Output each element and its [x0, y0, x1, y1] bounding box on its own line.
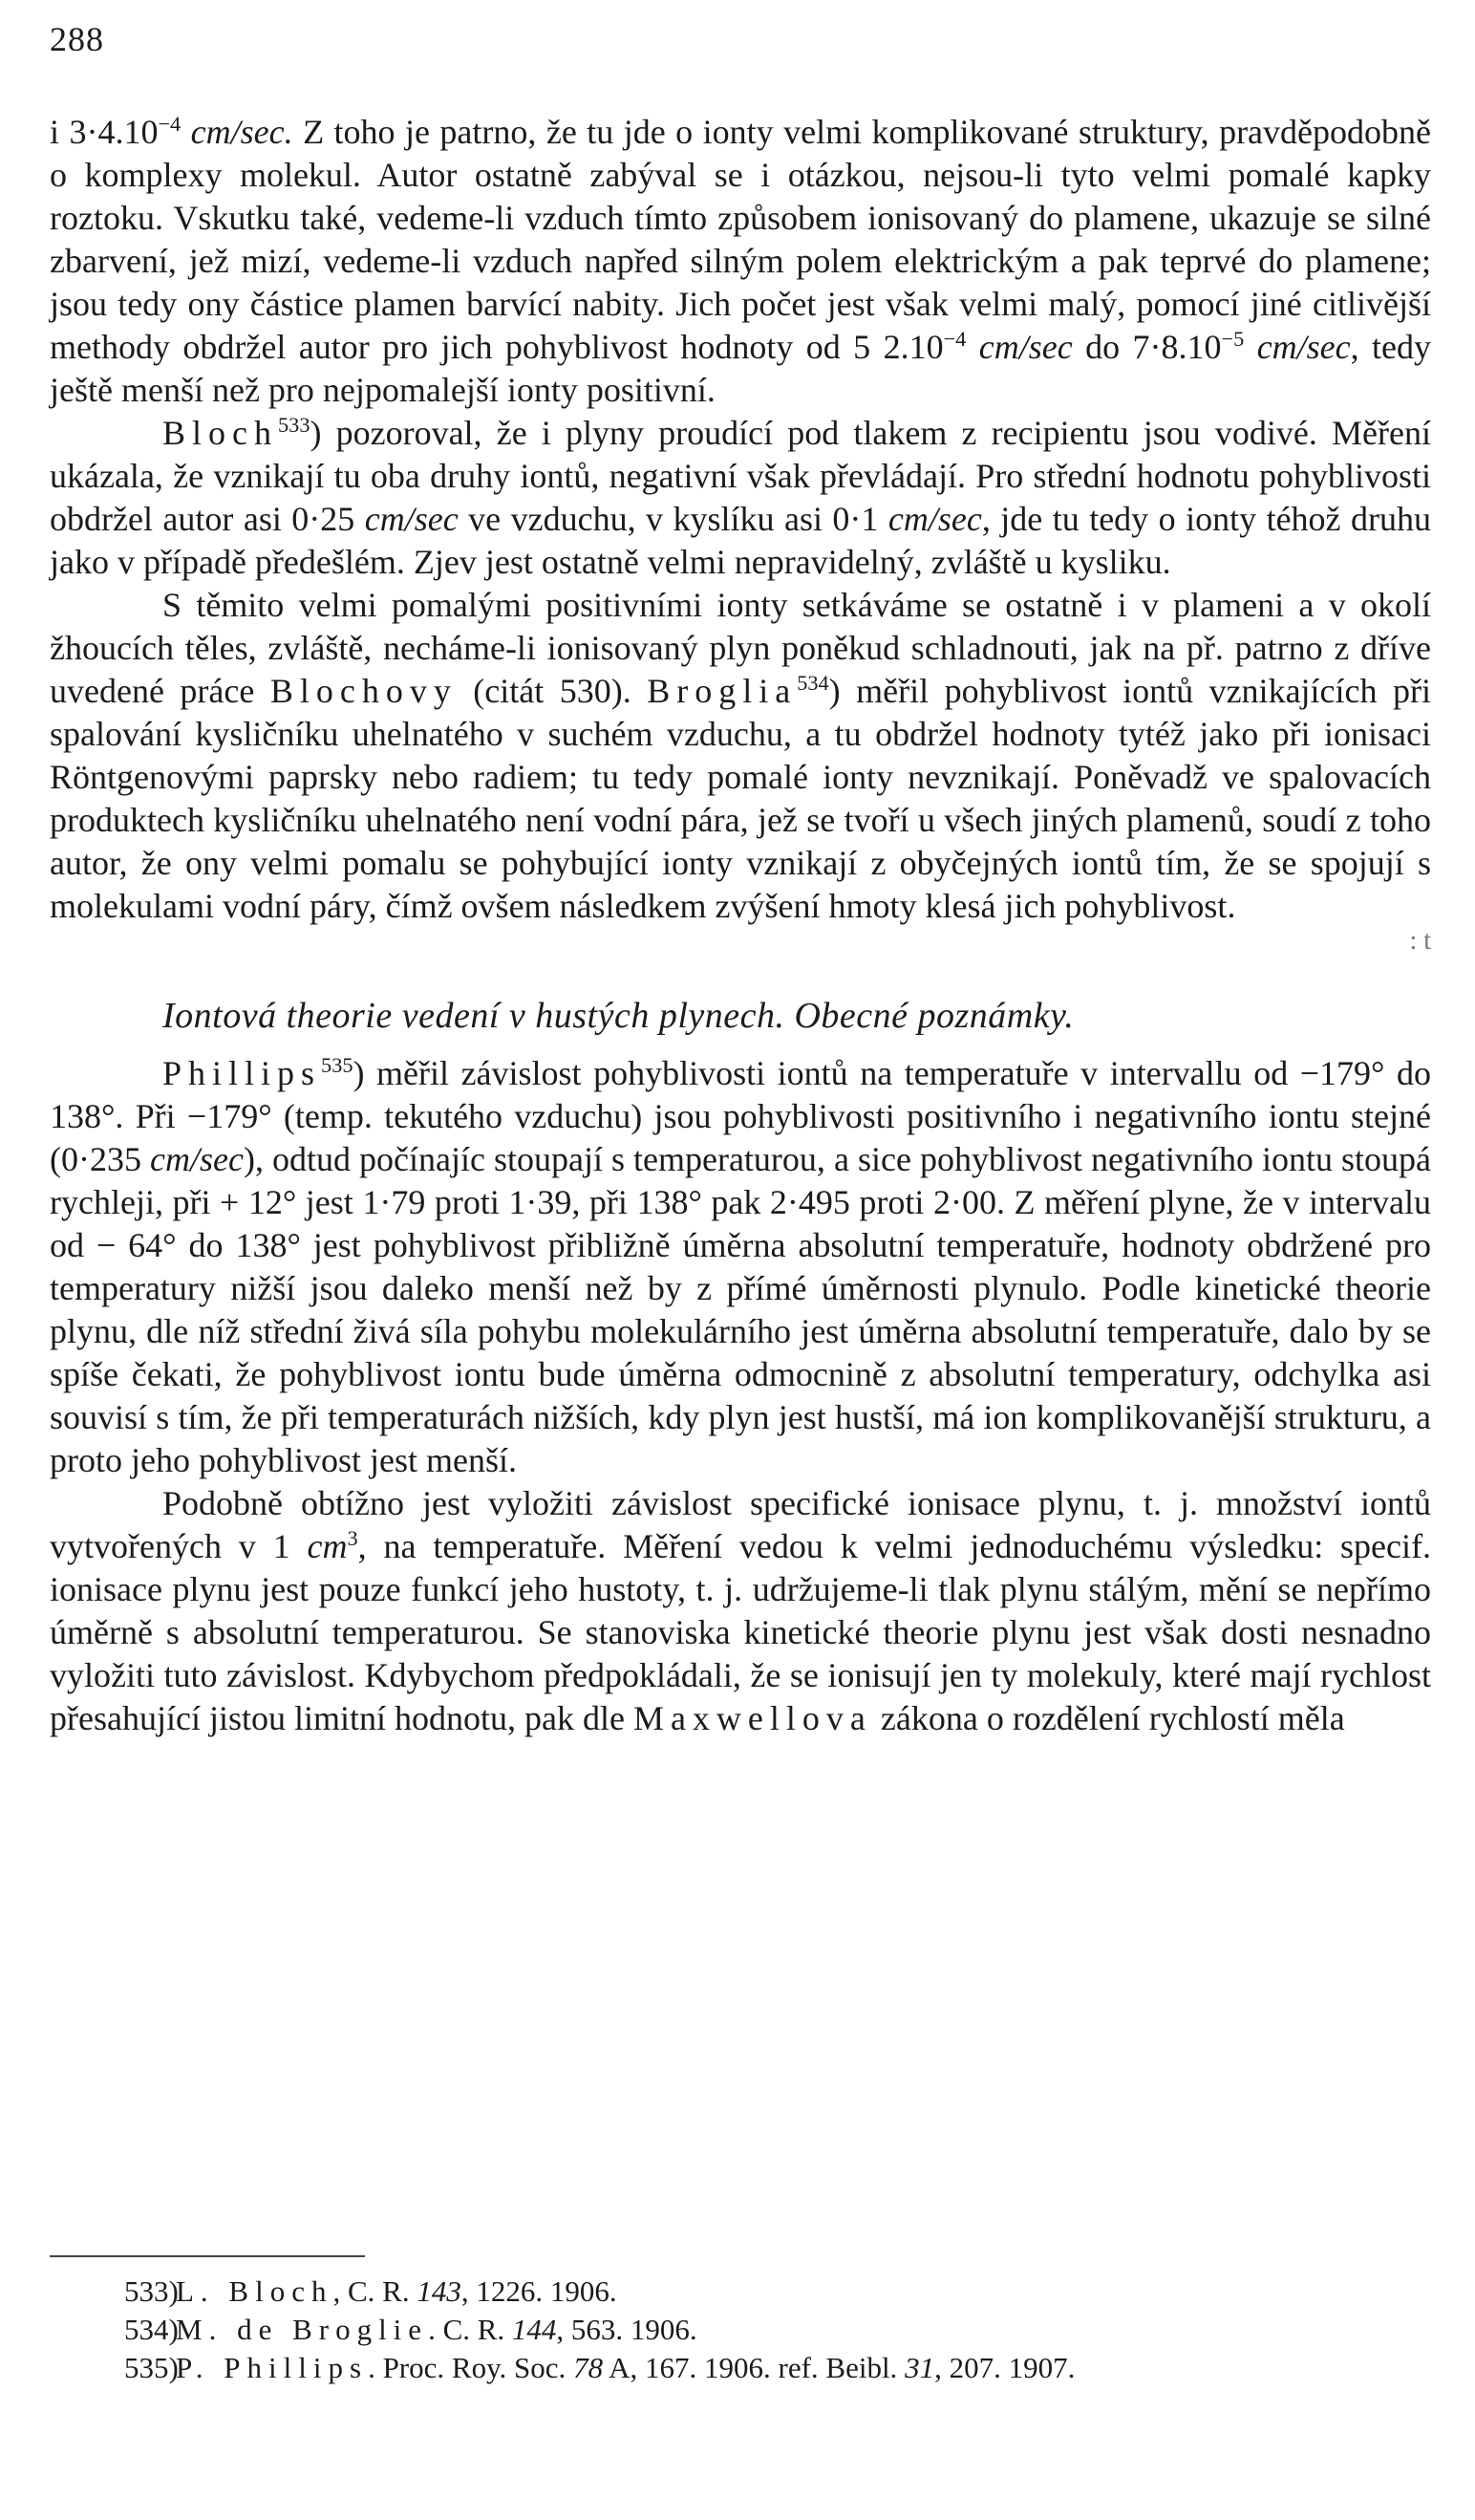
footnote-text: L. Bloch, C. R. 143, 1226. 1906. [176, 2274, 617, 2308]
section-heading: Iontová theorie vedení v hustých plynech. Obecné poznámky. [162, 996, 1075, 1036]
superscript: −5 [1221, 327, 1245, 351]
page-number: 288 [50, 20, 104, 58]
superscript: 533 [278, 413, 310, 437]
italic-text: 143 [417, 2274, 461, 2308]
superscript: 3 [347, 1526, 358, 1550]
author-name: P. Phillips [176, 2351, 369, 2384]
author-name: L. Bloch [176, 2274, 333, 2308]
italic-text: cm/sec [978, 328, 1073, 366]
footnote-text: M. de Broglie. C. R. 144, 563. 1906. [176, 2313, 697, 2346]
italic-text: cm/sec. [190, 113, 293, 151]
italic-text: cm/sec [364, 500, 459, 538]
margin-mark: : t [1409, 926, 1431, 956]
author-name: Maxwellova [632, 1699, 872, 1737]
paragraph-5: Podobně obtížno jest vyložiti závislost specifické ionisace plynu, t. j. množství iontů vytvořených v 1 $cm^3$, na temperatuře. Měření vedou k velmi jednoduchému výsledku: specif. ionisace plynu jest pouze funkcí jeho hustoty, t. j. udržujeme-li tlak plynu stálým, mění se nepřímo úměrně s absolutní temperaturou. Se stanoviska kinetické theorie plynu jest však dosti nesnadno vyložiti tuto závislost. Kdybychom předpokládali, že se ionisují jen ty molekuly, které mají rychlost přesahující jistou limitní hodnotu, pak dle Maxwellova zákona o rozdělení rychlostí měla [50, 1484, 1432, 1737]
footnote-number: 534) [124, 2313, 179, 2346]
italic-text: cm/sec [1256, 328, 1351, 366]
paragraph-2: Bloch$^{533}$) pozoroval, že i plyny proudící pod tlakem z recipientu jsou vodivé. Měření ukázala, že vznikají tu oba druhy iontů, negativní však převládají. Pro střední hodnotu pohyblivosti obdržel autor asi 0·25 cm/sec ve vzduchu, v kyslíku asi 0·1 cm/sec, jde tu tedy o ionty téhož druhu jako v případě předešlém. Zjev jest ostatně velmi nepravidelný, zvláště u kysliku. [50, 413, 1431, 581]
italic-text: cm/sec [887, 500, 982, 538]
superscript: −4 [943, 327, 967, 351]
superscript: 534 [797, 671, 829, 695]
footnote-divider [50, 2255, 365, 2257]
author-name: Bloch [162, 414, 278, 452]
footnote-number: 535) [124, 2351, 179, 2384]
superscript: 535 [321, 1053, 353, 1077]
italic-text: 144 [511, 2313, 557, 2346]
footnote-text: P. Phillips. Proc. Roy. Soc. 78 A, 167. 1906. ref. Beibl. 31, 207. 1907. [176, 2351, 1076, 2384]
italic-text: 78 [573, 2351, 604, 2384]
italic-text: cm [307, 1527, 348, 1565]
footnote [124, 2349, 1443, 2387]
footnotes [124, 2272, 1443, 2387]
footnote [124, 2272, 1443, 2311]
author-name: M. de Broglie [176, 2313, 429, 2346]
paragraph-3: S těmito velmi pomalými positivními ionty setkáváme se ostatně i v plameni a v okolí žhoucích těles, zvláště, necháme-li ionisovaný plyn poněkud schladnouti, jak na př. patrno z dříve uvedené práce Blochovy (citát 530). Broglia$^{534}$) měřil pohyblivost iontů vznikajících při spalování kysličníku uhelnatého v suchém vzduchu, a tu obdržel hodnoty tytéž jako při ionisaci Röntgenovými paprsky nebo radiem; tu tedy pomalé ionty nevznikají. Poněvadž ve spalovacích produktech kysličníku uhelnatého není vodní pára, jež se tvoří u všech jiných plamenů, soudí z toho autor, že ony velmi pomalu se pohybující ionty vznikají z obyčejných iontů tím, že se spojují s molekulami vodní páry, čímž ovšem následkem zvýšení hmoty klesá jich pohyblivost. [50, 586, 1431, 925]
body-text [50, 111, 1431, 1740]
italic-text: cm/sec [150, 1140, 244, 1178]
author-name: Phillips [162, 1054, 322, 1092]
paragraph-4: Phillips$^{535}$) měřil závislost pohyblivosti iontů na temperatuře v intervallu od −179° do 138°. Při −179° (temp. tekutého vzduchu) jsou pohyblivosti positivního i negativního iontu stejné (0·235 cm/sec), odtud počínajíc stoupají s temperaturou, a sice pohyblivost negativního iontu stoupá rychleji, při + 12° jest 1·79 proti 1·39, při 138° pak 2·495 proti 2·00. Z měření plyne, že v intervalu od − 64° do 138° jest pohyblivost přibližně úměrna absolutní temperatuře, hodnoty obdržené pro temperatury nižší jsou daleko menší než by z přímé úměrnosti plynulo. Podle kinetické theorie plynu, dle níž střední živá síla pohybu molekulárního jest úměrna absolutní temperatuře, dalo by se spíše čekati, že pohyblivost iontu bude úměrna odmocnině z absolutní temperatury, odchylka asi souvisí s tím, že při temperaturách nižších, kdy plyn jest hustší, má ion komplikovanější strukturu, a proto jeho pohyblivost jest menší. [50, 1053, 1431, 1479]
italic-text: 31 [905, 2351, 935, 2384]
author-name: Broglia [647, 672, 798, 710]
footnote [124, 2311, 1443, 2349]
footnote-number: 533) [124, 2274, 179, 2308]
superscript: −4 [158, 112, 182, 136]
author-name: Blochovy [269, 672, 458, 710]
paragraph-1: i $3\cdot 4.10^{-4}$ cm/sec. Z toho je patrno, že tu jde o ionty velmi komplikované struktury, pravděpodobně o komplexy molekul. Autor ostatně zabýval se i otázkou, nejsou-li tyto velmi pomalé kapky roztoku. Vskutku také, vedeme-li vzduch tímto způsobem ionisovaný do plamene, ukazuje se silné zbarvení, jež mizí, vedeme-li vzduch napřed silným polem elektrickým a pak teprvé do plamene; jsou tedy ony částice plamen barvící nabity. Jich počet jest však velmi malý, pomocí jiné citlivější methody obdržel autor pro jich pohyblivost hodnoty od 5 $2.10^{-4}$ cm/sec do $7\cdot 8.10^{-5}$ cm/sec, tedy ještě menší než pro nejpomalejší ionty positivní. [50, 112, 1432, 409]
